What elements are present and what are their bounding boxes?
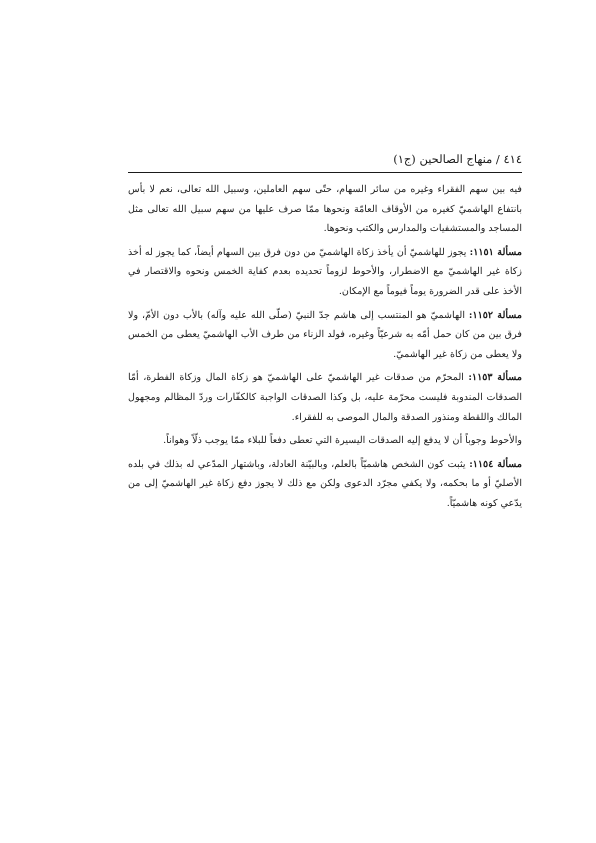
issue-1151 xyxy=(128,243,522,302)
paragraph-text: المحرّم من صدقات غير الهاشميّ على الهاشميّ هو زكاة المال وزكاة الفطرة، أمّا الصدقات المندوبة فليست محرّمة عليه، بل وكذا الصدقات الواجبة كالكفّارات وردّ المظالم ومجهول المالك واللقطة ومنذور الصدقة والمال الموصى به للفقراء. xyxy=(128,372,522,423)
paragraph-text: والأحوط وجوباً أن لا يدفع إليه الصدقات اليسيرة التي تعطى دفعاً للبلاء ممّا يوجب ذلّاً وهواناً. xyxy=(163,435,522,447)
issue-1153 xyxy=(128,368,522,427)
issue-number: مسألة ١١٥٤: xyxy=(469,458,522,470)
page-header xyxy=(128,150,522,172)
paragraph-text: يجوز للهاشميّ أن يأخذ زكاة الهاشميّ من دون فرق بين السهام أيضاً، كما يجوز له أخذ زكاة غير الهاشميّ مع الاضطرار، والأحوط لزوماً تحديده بعدم كفاية الخمس ونحوه والاقتصار في الأخذ على قدر الضرورة يوماً فيوماً مع الإمكان. xyxy=(128,246,522,297)
book-page xyxy=(128,150,522,509)
paragraph-text: فيه بين سهم الفقراء وغيره من سائر السهام، حتّى سهم العاملين، وسبيل الله تعالى، نعم لا بأس بانتفاع الهاشميّ كغيره من الأوقاف العامّة ونحوها ممّا صرف عليها من سهم سبيل الله تعالى مثل المساجد والمستشفيات والمدارس والكتب ونحوها. xyxy=(128,184,522,235)
issue-1152 xyxy=(128,306,522,365)
paragraph-text: الهاشميّ هو المنتسب إلى هاشم جدّ النبيّ (صلّى الله عليه وآله) بالأب دون الأمّ، ولا فرق بين من كان حمل أمّه به شرعيّاً وغيره، فولد الزناء من طرف الأب الهاشميّ يعطى من الخمس ولا يعطى من زكاة غير الهاشميّ. xyxy=(128,309,522,360)
issue-number: مسألة ١١٥٢: xyxy=(468,309,522,321)
paragraph-continuation xyxy=(128,180,522,239)
page-body xyxy=(128,180,522,518)
issue-number: مسألة ١١٥٣: xyxy=(468,372,522,384)
precaution-paragraph xyxy=(128,431,522,451)
issue-1154 xyxy=(128,455,522,514)
issue-number: مسألة ١١٥١: xyxy=(469,246,522,258)
running-title: ٤١٤ / منهاج الصالحين (ج١) xyxy=(393,152,522,166)
header-rule xyxy=(128,172,522,173)
paragraph-text: يثبت كون الشخص هاشميّاً بالعلم، وبالبيّنة العادلة، وباشتهار المدّعي له بذلك في بلده الأصليّ أو ما بحكمه، ولا يكفي مجرّد الدعوى ولكن مع ذلك لا يجوز دفع زكاة غير الهاشميّ إلى من يدّعي كونه هاشميّاً. xyxy=(128,458,522,509)
